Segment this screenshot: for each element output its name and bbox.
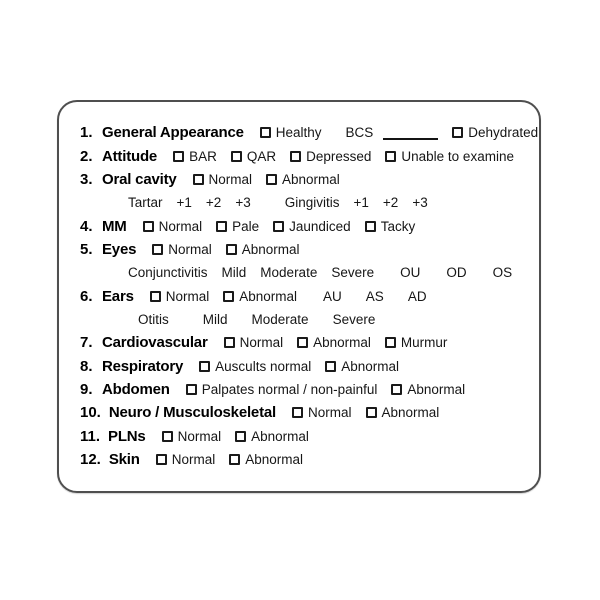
item-title: Skin: [108, 450, 140, 468]
severity-moderate: Moderate: [260, 265, 318, 281]
item-number: 5.: [80, 240, 93, 258]
checkbox-icon[interactable]: [216, 221, 227, 232]
option-label: Normal: [171, 451, 216, 467]
severity-mild: Mild: [202, 311, 228, 327]
option-general-dehydrated[interactable]: [452, 125, 538, 140]
item-title: Eyes: [102, 240, 137, 258]
item-title: Neuro / Musculoskeletal: [108, 404, 276, 422]
tartar-grade-1: +1: [176, 195, 192, 211]
severity-severe: Severe: [332, 311, 376, 327]
label-conjunctivitis: Conjunctivitis: [128, 265, 208, 281]
checkbox-icon[interactable]: [365, 221, 376, 232]
option-label: Normal: [158, 218, 203, 234]
option-label: Abnormal: [407, 381, 466, 397]
checkbox-icon[interactable]: [199, 361, 210, 372]
option-skin-abnormal[interactable]: [229, 452, 303, 467]
option-label: Healthy: [275, 125, 322, 141]
option-plns-abnormal[interactable]: [235, 429, 309, 444]
row-neuro-musculoskeletal: [80, 401, 531, 424]
option-cardio-abnormal[interactable]: [297, 335, 371, 350]
option-plns-normal[interactable]: [162, 429, 222, 444]
checkbox-icon[interactable]: [150, 291, 161, 302]
option-label: Normal: [208, 171, 253, 187]
row-oral-cavity: [80, 168, 531, 191]
ear-ad: AD: [407, 288, 427, 304]
row-skin: [80, 448, 531, 471]
option-mm-jaundiced[interactable]: [273, 219, 351, 234]
option-neuro-abnormal[interactable]: [366, 405, 440, 420]
option-attitude-qar[interactable]: [231, 149, 276, 164]
option-label: Tacky: [380, 218, 416, 234]
checkbox-icon[interactable]: [385, 337, 396, 348]
option-abdomen-abnormal[interactable]: [391, 382, 465, 397]
option-label: Dehydrated: [468, 125, 539, 141]
item-number: 6.: [80, 287, 93, 305]
eye-ou: OU: [400, 265, 421, 281]
item-number: 9.: [80, 380, 93, 398]
item-title: PLNs: [108, 427, 146, 445]
checkbox-icon[interactable]: [366, 407, 377, 418]
option-label: Unable to examine: [401, 148, 514, 164]
option-skin-normal[interactable]: [156, 452, 216, 467]
checkbox-icon[interactable]: [385, 151, 396, 162]
option-label: Palpates normal / non-painful: [201, 381, 378, 397]
checkbox-icon[interactable]: [231, 151, 242, 162]
row-ears: [80, 284, 531, 307]
checkbox-icon[interactable]: [229, 454, 240, 465]
option-mm-normal[interactable]: [143, 219, 203, 234]
item-number: 1.: [80, 124, 93, 142]
option-resp-abnormal[interactable]: [325, 359, 399, 374]
tartar-grade-2: +2: [205, 195, 222, 211]
option-attitude-unable-to-examine[interactable]: [385, 149, 514, 164]
checkbox-icon[interactable]: [235, 431, 246, 442]
checkbox-icon[interactable]: [223, 291, 234, 302]
option-eyes-normal[interactable]: [152, 242, 212, 257]
item-number: 7.: [80, 334, 93, 352]
option-abdomen-palpates-normal[interactable]: [186, 382, 378, 397]
checkbox-icon[interactable]: [297, 337, 308, 348]
row-conjunctivitis-grading: [80, 261, 531, 284]
option-neuro-normal[interactable]: [292, 405, 352, 420]
option-label: Normal: [165, 288, 210, 304]
option-mm-tacky[interactable]: [365, 219, 416, 234]
item-title: Respiratory: [102, 357, 184, 375]
option-oral-normal[interactable]: [193, 172, 253, 187]
item-title: Abdomen: [102, 380, 170, 398]
item-title: Attitude: [102, 147, 158, 165]
option-label: QAR: [246, 148, 277, 164]
option-label: Abnormal: [313, 335, 371, 351]
item-title: Ears: [102, 287, 134, 305]
checkbox-icon[interactable]: [273, 221, 284, 232]
item-title: Oral cavity: [102, 170, 177, 188]
option-cardio-murmur[interactable]: [385, 335, 448, 350]
item-title: MM: [102, 217, 127, 235]
checkbox-icon[interactable]: [152, 244, 163, 255]
option-label: Abnormal: [282, 171, 340, 187]
gingivitis-grade-1: +1: [353, 195, 369, 211]
label-otitis: Otitis: [138, 311, 169, 327]
checkbox-icon[interactable]: [143, 221, 154, 232]
checkbox-icon[interactable]: [156, 454, 167, 465]
option-mm-pale[interactable]: [216, 219, 259, 234]
checkbox-icon[interactable]: [292, 407, 303, 418]
option-resp-auscults-normal[interactable]: [199, 359, 311, 374]
label-tartar: Tartar: [128, 195, 163, 211]
item-number: 3.: [80, 170, 93, 188]
item-number: 12.: [80, 450, 101, 468]
checkbox-icon[interactable]: [325, 361, 336, 372]
severity-mild: Mild: [221, 265, 247, 281]
checkbox-icon[interactable]: [173, 151, 184, 162]
row-general-appearance: [80, 121, 539, 144]
option-label: Auscults normal: [215, 358, 312, 374]
eye-od: OD: [446, 265, 467, 281]
option-label: Abnormal: [245, 451, 304, 467]
option-label: Normal: [168, 241, 212, 257]
row-respiratory: [80, 354, 531, 377]
option-ears-normal[interactable]: [150, 289, 210, 304]
option-label: Normal: [177, 428, 222, 444]
item-number: 11.: [80, 427, 101, 445]
gingivitis-grade-2: +2: [382, 195, 399, 211]
tartar-grade-3: +3: [235, 195, 251, 211]
option-label: Jaundiced: [289, 218, 351, 234]
option-label: Normal: [239, 335, 284, 351]
checkbox-icon[interactable]: [186, 384, 197, 395]
row-oral-cavity-grading: [80, 191, 531, 214]
gingivitis-grade-3: +3: [412, 195, 428, 211]
option-label: Abnormal: [381, 405, 440, 421]
ear-as: AS: [365, 288, 384, 304]
item-number: 10.: [80, 404, 101, 422]
label-bcs: BCS: [345, 125, 374, 141]
exam-checklist-card: [57, 100, 541, 493]
option-label: Abnormal: [241, 241, 300, 257]
eye-os: OS: [492, 265, 513, 281]
checkbox-icon[interactable]: [260, 127, 271, 138]
ear-au: AU: [323, 288, 342, 304]
checkbox-icon[interactable]: [290, 151, 301, 162]
option-label: Abnormal: [341, 358, 399, 374]
option-label: Abnormal: [251, 428, 309, 444]
item-number: 4.: [80, 217, 93, 235]
row-attitude: [80, 144, 531, 167]
option-label: Abnormal: [239, 288, 298, 304]
option-ears-abnormal[interactable]: [223, 289, 297, 304]
option-cardio-normal[interactable]: [224, 335, 284, 350]
row-abdomen: [80, 378, 531, 401]
checkbox-icon[interactable]: [226, 244, 237, 255]
item-number: 2.: [80, 147, 93, 165]
option-label: Murmur: [400, 335, 448, 351]
row-otitis-grading: [80, 308, 531, 331]
checkbox-icon[interactable]: [452, 127, 463, 138]
checkbox-icon[interactable]: [193, 174, 204, 185]
option-label: BAR: [189, 148, 217, 164]
option-label: Pale: [232, 218, 260, 234]
option-attitude-depressed[interactable]: [290, 149, 371, 164]
checkbox-icon[interactable]: [224, 337, 235, 348]
option-oral-abnormal[interactable]: [266, 172, 340, 187]
row-mm: [80, 214, 531, 237]
bcs-score-blank[interactable]: [383, 125, 438, 140]
checkbox-icon[interactable]: [266, 174, 277, 185]
option-label: Normal: [307, 405, 352, 421]
item-title: General Appearance: [102, 124, 244, 142]
checkbox-icon[interactable]: [162, 431, 173, 442]
option-attitude-bar[interactable]: [173, 149, 217, 164]
option-general-healthy[interactable]: [260, 125, 322, 140]
severity-moderate: Moderate: [251, 311, 309, 327]
label-gingivitis: Gingivitis: [284, 195, 340, 211]
row-cardiovascular: [80, 331, 531, 354]
severity-severe: Severe: [331, 265, 375, 281]
row-eyes: [80, 238, 531, 261]
item-title: Cardiovascular: [102, 334, 208, 352]
row-plns: [80, 424, 531, 447]
checkbox-icon[interactable]: [391, 384, 402, 395]
item-number: 8.: [80, 357, 93, 375]
option-eyes-abnormal[interactable]: [226, 242, 300, 257]
option-label: Depressed: [306, 148, 372, 164]
